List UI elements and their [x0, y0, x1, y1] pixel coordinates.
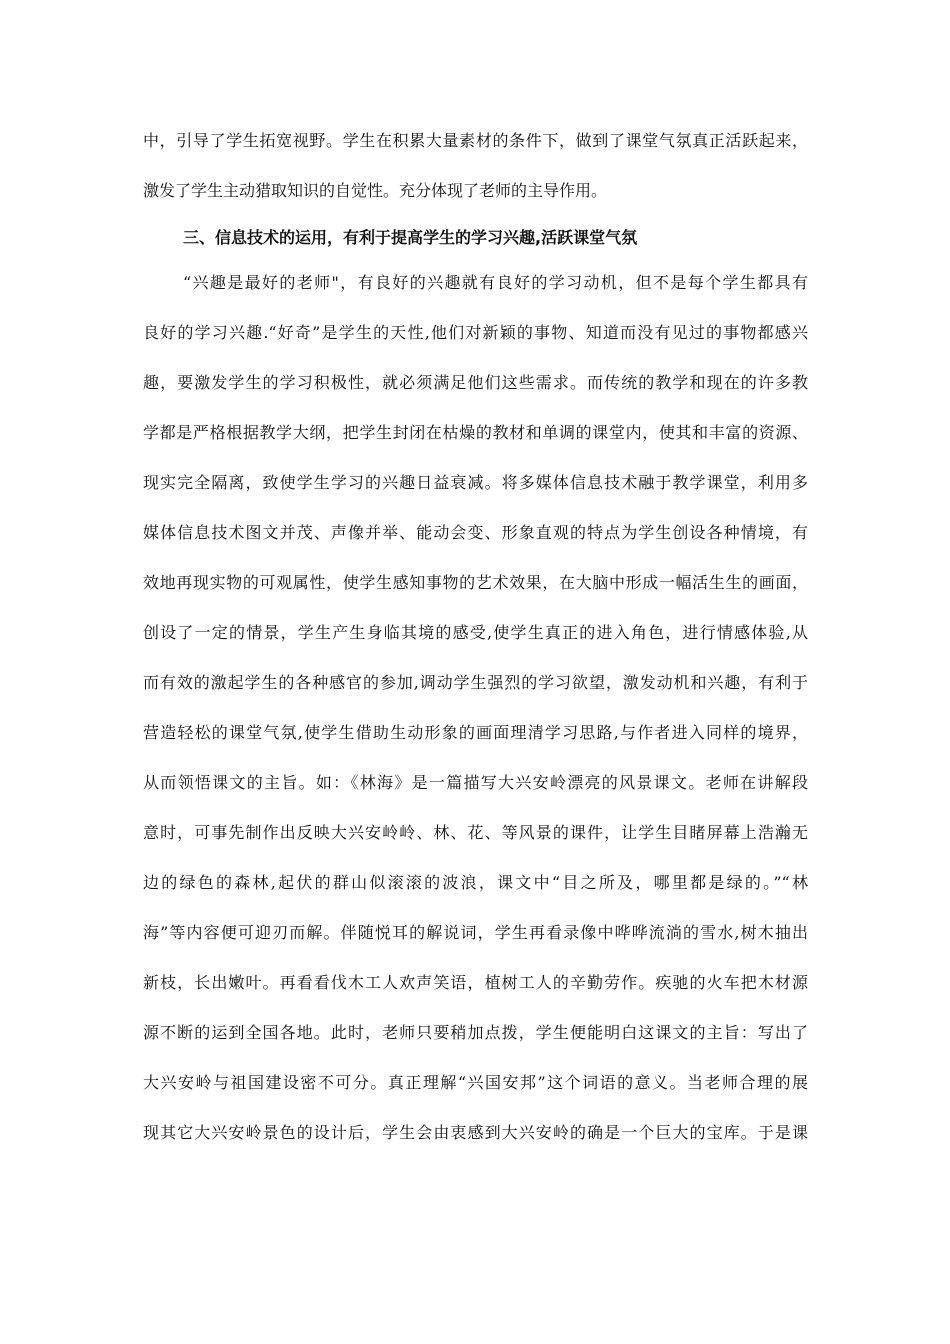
text-line: 现实完全隔离，致使学生学习的兴趣日益衰减。将多媒体信息技术融于教学课堂，利用多 [143, 473, 808, 492]
text-line: 从而领悟课文的主旨。如：《林海》是一篇描写大兴安岭漂亮的风景课文。老师在讲解段 [143, 773, 808, 792]
section-heading: 三、信息技术的运用，有利于提高学生的学习兴趣,活跃课堂气氛 [183, 228, 638, 247]
text-line: “兴趣是最好的老师"，有良好的兴趣就有良好的学习动机，但不是每个学生都具有 [183, 273, 808, 292]
text-line: 而有效的激起学生的各种感官的参加,调动学生强烈的学习欲望，激发动机和兴趣，有利于 [143, 673, 808, 692]
text-line: 学都是严格根据教学大纲，把学生封闭在枯燥的教材和单调的课堂内，使其和丰富的资源、 [143, 423, 808, 442]
text-line: 营造轻松的课堂气氛,使学生借助生动形象的画面理清学习思路,与作者进入同样的境界， [143, 723, 808, 742]
text-line: 激发了学生主动猎取知识的自觉性。充分体现了老师的主导作用。 [143, 181, 608, 200]
text-line: 效地再现实物的可观属性，使学生感知事物的艺术效果，在大脑中形成一幅活生生的画面， [143, 573, 808, 592]
text-line: 大兴安岭与祖国建设密不可分。真正理解“兴国安邦”这个词语的意义。当老师合理的展 [143, 1073, 808, 1092]
text-line: 新枝，长出嫩叶。再看看伐木工人欢声笑语，植树工人的辛勤劳作。疾驰的火车把木材源 [143, 973, 808, 992]
text-line: 现其它大兴安岭景色的设计后，学生会由衷感到大兴安岭的确是一个巨大的宝库。于是课 [143, 1123, 808, 1142]
text-line: 媒体信息技术图文并茂、声像并举、能动会变、形象直观的特点为学生创设各种情境，有 [143, 523, 808, 542]
text-line: 海”等内容便可迎刃而解。伴随悦耳的解说词，学生再看录像中哗哗流淌的雪水,树木抽出 [143, 923, 808, 942]
text-line: 源不断的运到全国各地。此时，老师只要稍加点拨，学生便能明白这课文的主旨：写出了 [143, 1023, 808, 1042]
text-line: 意时，可事先制作出反映大兴安岭岭、林、花、等风景的课件，让学生目睹屏幕上浩瀚无 [143, 823, 808, 842]
text-line: 趣，要激发学生的学习积极性，就必须满足他们这些需求。而传统的教学和现在的许多教 [143, 373, 808, 392]
text-line: 创设了一定的情景，学生产生身临其境的感受,使学生真正的进入角色，进行情感体验,从 [143, 623, 808, 642]
text-line: 中，引导了学生拓宽视野。学生在积累大量素材的条件下，做到了课堂气氛真正活跃起来， [143, 131, 808, 150]
text-line: 良好的学习兴趣.“好奇”是学生的天性,他们对新颖的事物、知道而没有见过的事物都感兴 [143, 323, 808, 342]
text-line: 边的绿色的森林,起伏的群山似滚滚的波浪，课文中“目之所及，哪里都是绿的。”“林 [143, 873, 808, 892]
